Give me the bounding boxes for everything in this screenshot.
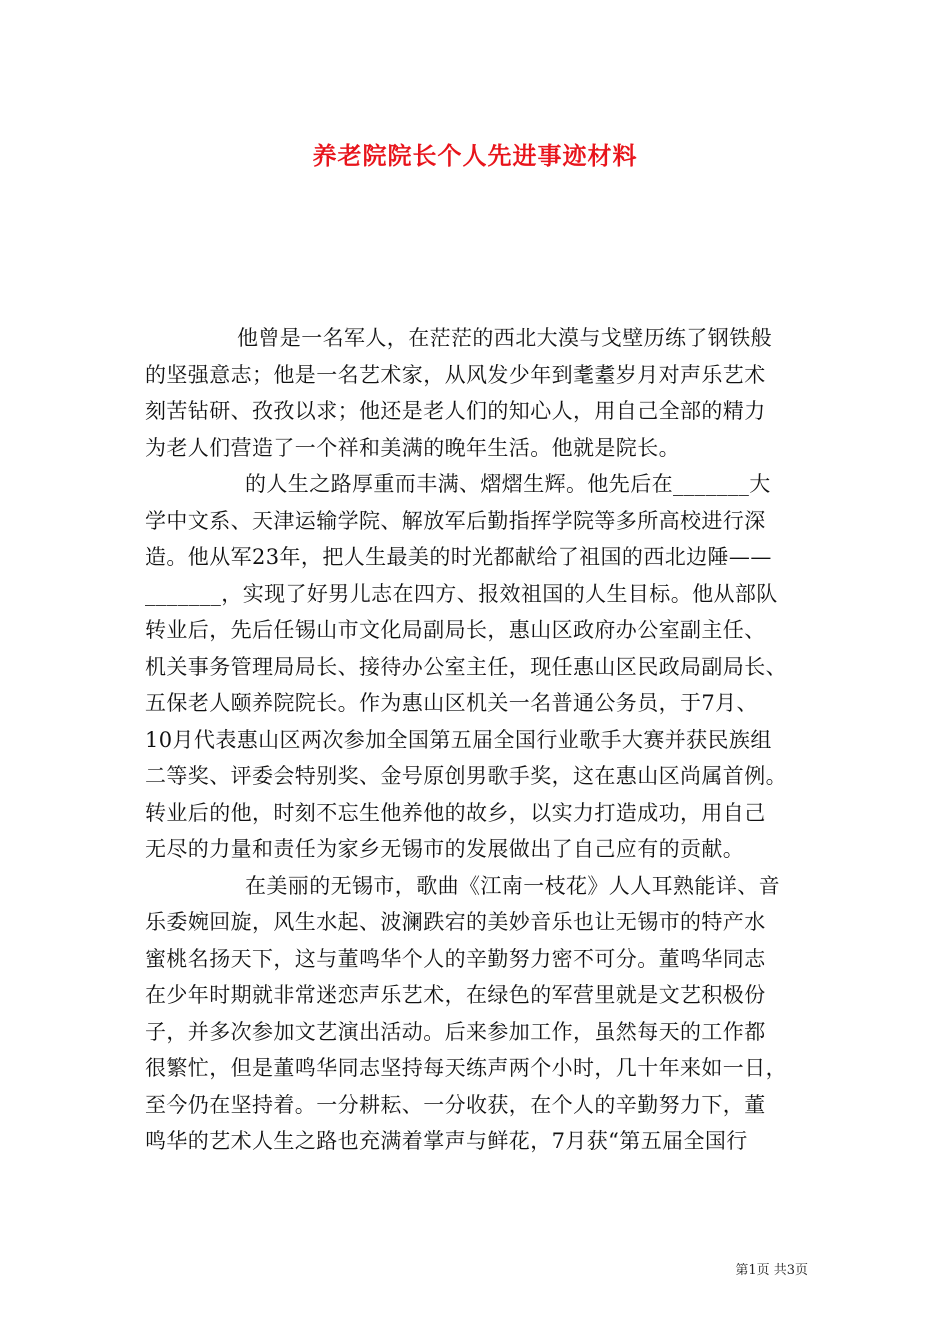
paragraph-line: 在少年时期就非常迷恋声乐艺术，在绿色的军营里就是文艺积极份	[145, 983, 766, 1007]
paragraph-line: 转业后的他，时刻不忘生他养他的故乡，以实力打造成功，用自己	[145, 800, 766, 825]
paragraph-line: 至今仍在坚持着。一分耕耘、一分收获，在个人的辛勤努力下，董	[145, 1092, 766, 1117]
paragraph-line: 10月代表惠山区两次参加全国第五届全国行业歌手大赛并获民族组	[145, 727, 772, 752]
paragraph-line: _______，实现了好男儿志在四方、报效祖国的人生目标。他从部队	[145, 581, 778, 606]
paragraph-line: 机关事务管理局局长、接待办公室主任，现任惠山区民政局副局长、	[145, 654, 787, 679]
paragraph-line: 很繁忙，但是董鸣华同志坚持每天练声两个小时，几十年来如一日，	[145, 1056, 787, 1080]
paragraph-line: 他曾是一名军人，在茫茫的西北大漠与戈壁历练了钢铁般	[237, 326, 772, 350]
paragraph-line: 乐委婉回旋，风生水起、波澜跌宕的美妙音乐也让无锡市的特产水	[145, 910, 766, 934]
paragraph-line: 为老人们营造了一个祥和美满的晚年生活。他就是院长。	[145, 435, 680, 460]
paragraph-line: 蜜桃名扬天下，这与董鸣华个人的辛勤努力密不可分。董鸣华同志	[145, 946, 766, 971]
paragraph-line: 子，并多次参加文艺演出活动。后来参加工作，虽然每天的工作都	[145, 1019, 766, 1044]
paragraph-line: 学中文系、天津运输学院、解放军后勤指挥学院等多所高校进行深	[145, 508, 766, 533]
document-body	[145, 320, 809, 1160]
paragraph-line: 二等奖、评委会特别奖、金号原创男歌手奖，这在惠山区尚属首例。	[145, 764, 787, 788]
paragraph-line: 无尽的力量和责任为家乡无锡市的发展做出了自己应有的贡献。	[145, 837, 745, 861]
page-number: 第1页 共3页	[735, 1263, 808, 1278]
paragraph-line: 鸣华的艺术人生之路也充满着掌声与鲜花，7月获“第五届全国行	[145, 1129, 748, 1153]
paragraph-line: 造。他从军23年，把人生最美的时光都献给了祖国的西北边陲——	[145, 545, 772, 569]
paragraph-line: 转业后，先后任锡山市文化局副局长，惠山区政府办公室副主任、	[145, 618, 766, 642]
paragraph-line: 的人生之路厚重而丰满、熠熠生辉。他先后在_______大	[245, 472, 771, 496]
paragraph-line: 的坚强意志；他是一名艺术家，从风发少年到耄耋岁月对声乐艺术	[145, 362, 766, 387]
paragraph-line: 刻苦钻研、孜孜以求；他还是老人们的知心人，用自己全部的精力	[145, 399, 766, 423]
paragraph-line: 五保老人颐养院院长。作为惠山区机关一名普通公务员，于7月、	[145, 691, 758, 715]
paragraph-line: 在美丽的无锡市，歌曲《江南一枝花》人人耳熟能详、音	[245, 873, 780, 898]
document-title: 养老院院长个人先进事迹材料	[312, 142, 638, 170]
